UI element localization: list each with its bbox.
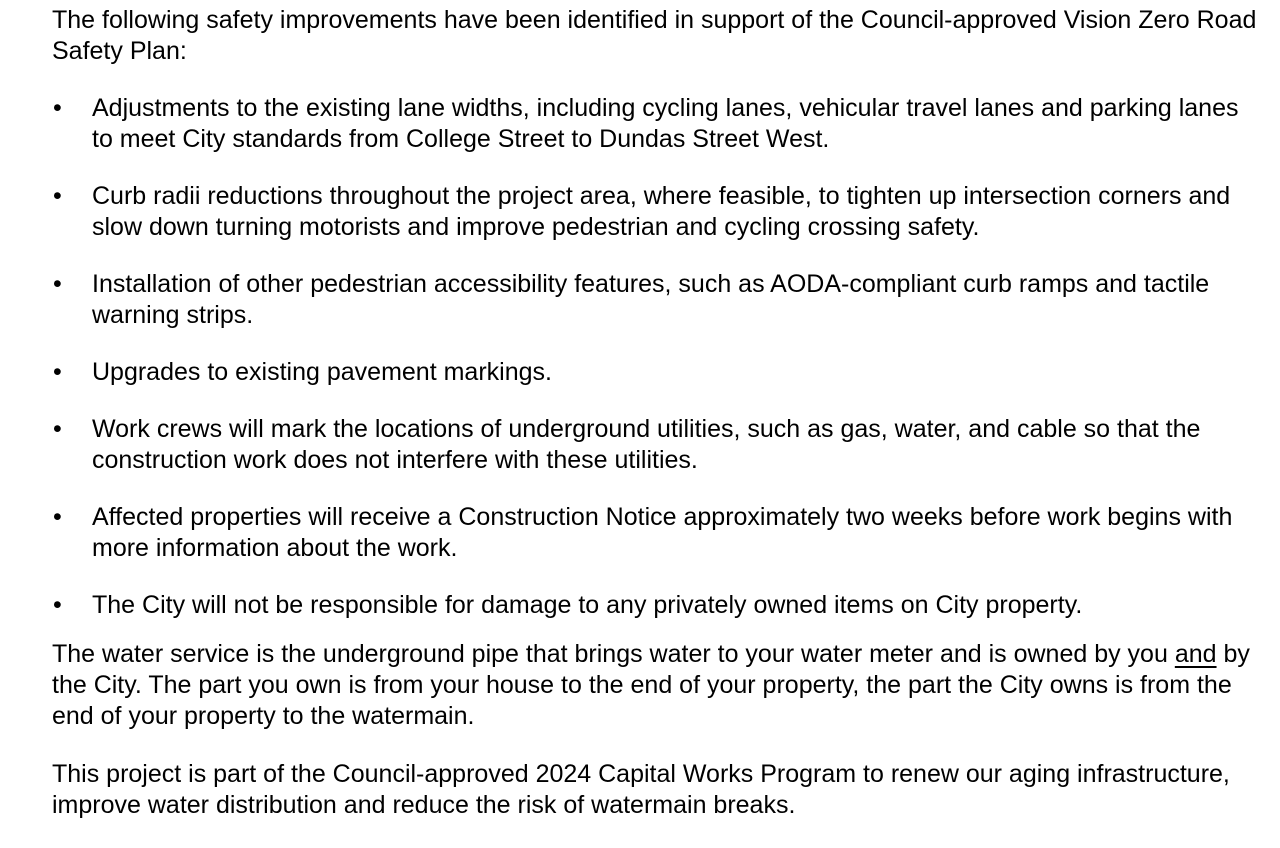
list-item-text: Installation of other pedestrian accessibility features, such as AODA-compliant curb ramps and tactile warning strips. <box>92 270 1210 329</box>
water-service-text-after: by the City. The part you own is from your house to the end of your property, the part the City owns is from the end of your property to the watermain. <box>52 640 1250 730</box>
water-service-paragraph <box>52 639 1262 732</box>
list-item <box>52 357 1262 388</box>
water-service-text-before: The water service is the underground pipe that brings water to your water meter and is owned by you <box>52 640 1175 668</box>
list-item <box>52 590 1262 621</box>
bullet-icon: • <box>53 503 62 531</box>
bullet-icon: • <box>53 182 62 210</box>
list-item <box>52 181 1262 243</box>
closing-paragraph: This project is part of the Council-approved 2024 Capital Works Program to renew our aging infrastructure, improve water distribution and reduce the risk of watermain breaks. <box>52 760 1230 819</box>
bullet-icon: • <box>53 270 62 298</box>
intro-paragraph: The following safety improvements have been identified in support of the Council-approved Vision Zero Road Safety Plan: <box>52 6 1257 65</box>
document-body <box>52 5 1262 848</box>
underlined-word: and <box>1174 640 1217 668</box>
bullet-icon: • <box>53 94 62 122</box>
list-item <box>52 269 1262 331</box>
list-item-text: The City will not be responsible for damage to any privately owned items on City property. <box>92 591 1083 619</box>
list-item <box>52 93 1262 155</box>
list-item-text: Adjustments to the existing lane widths, including cycling lanes, vehicular travel lanes and parking lanes to meet City standards from College Street to Dundas Street West. <box>92 94 1239 153</box>
bullet-icon: • <box>53 415 62 443</box>
list-item-text: Upgrades to existing pavement markings. <box>92 358 552 386</box>
list-item-text: Curb radii reductions throughout the project area, where feasible, to tighten up intersection corners and slow down turning motorists and improve pedestrian and cycling crossing safety. <box>92 182 1231 241</box>
bullet-icon: • <box>53 591 62 619</box>
list-item <box>52 502 1262 564</box>
safety-improvements-list <box>52 93 1262 621</box>
list-item <box>52 414 1262 476</box>
list-item-text: Affected properties will receive a Construction Notice approximately two weeks before work begins with more information about the work. <box>92 503 1233 562</box>
list-item-text: Work crews will mark the locations of underground utilities, such as gas, water, and cable so that the construction work does not interfere with these utilities. <box>92 415 1201 474</box>
bullet-icon: • <box>53 358 62 386</box>
